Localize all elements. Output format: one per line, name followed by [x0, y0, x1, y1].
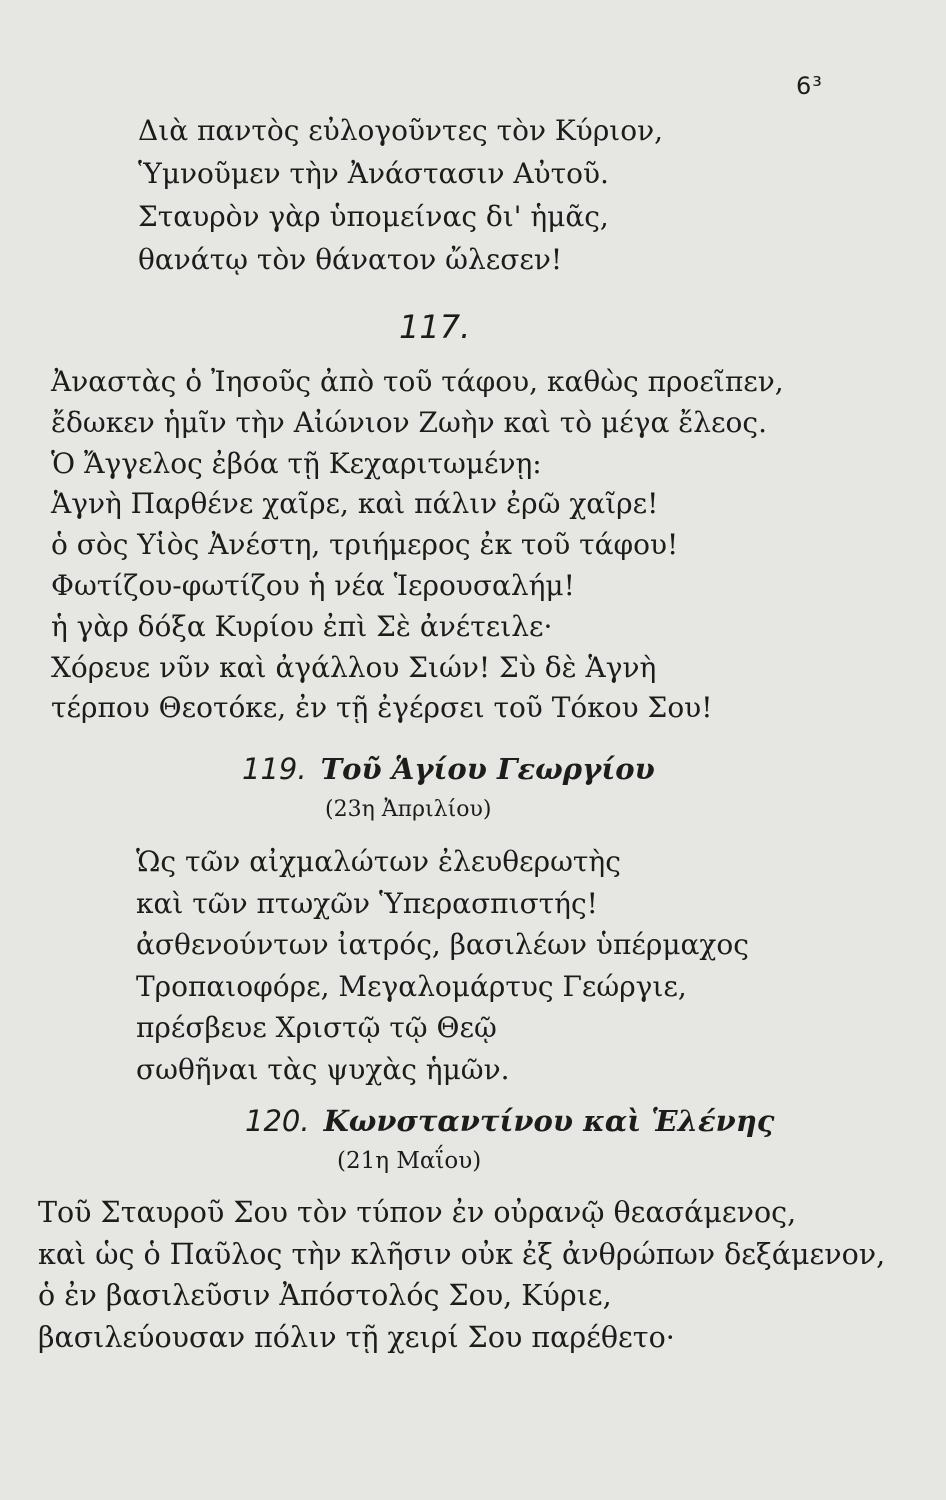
page-number: 6³ [796, 72, 823, 100]
verse-line: ὁ σὸς Υἱὸς Ἀνέστη, τριήμερος ἐκ τοῦ τάφου! [51, 528, 679, 562]
verse-line: βασιλεύουσαν πόλιν τῇ χειρί Σου παρέθετο· [38, 1320, 675, 1354]
hymn-117-number: 117. [399, 308, 471, 346]
verse-line: ὁ ἐν βασιλεῦσιν Ἀπόστολός Σου, Κύριε, [38, 1279, 612, 1312]
verse-line: Ἁγνὴ Παρθένε χαῖρε, καὶ πάλιν ἐρῶ χαῖρε! [51, 487, 659, 521]
hymn-120-date: (21η Μαΐου) [337, 1148, 482, 1174]
verse-line: Τοῦ Σταυροῦ Σου τὸν τύπον ἐν οὐρανῷ θεασάμενος, [38, 1196, 797, 1229]
verse-line: Χόρευε νῦν καὶ ἀγάλλου Σιών! Σὺ δὲ Ἁγνὴ [51, 650, 657, 684]
verse-line: Ἀναστὰς ὁ Ἰησοῦς ἀπὸ τοῦ τάφου, καθὼς προεῖπεν, [51, 365, 784, 398]
verse-line: Διὰ παντὸς εὐλογοῦντες τὸν Κύριον, [138, 114, 664, 147]
verse-line: τέρπου Θεοτόκε, ἐν τῇ ἐγέρσει τοῦ Τόκου Σου! [51, 691, 713, 725]
opening-verse [138, 109, 663, 281]
verse-line: καὶ τῶν πτωχῶν Ὑπερασπιστής! [136, 886, 598, 920]
hymn-119-heading [242, 752, 655, 786]
verse-line: σωθῆναι τὰς ψυχὰς ἡμῶν. [136, 1052, 510, 1086]
hymn-119-text [136, 841, 749, 1091]
verse-line: θανάτῳ τὸν θάνατον ὤλεσεν! [138, 243, 563, 276]
hymn-119-number: 119. [242, 752, 307, 786]
verse-line: πρέσβευε Χριστῷ τῷ Θεῷ [136, 1011, 497, 1045]
verse-line: Ὑμνοῦμεν τὴν Ἀνάστασιν Αὐτοῦ. [138, 157, 609, 190]
verse-line: Φωτίζου-φωτίζου ἡ νέα Ἱερουσαλήμ! [51, 568, 575, 602]
verse-line: Ὁ Ἄγγελος ἐβόα τῇ Κεχαριτωμένῃ: [51, 446, 542, 480]
hymn-117-text [51, 362, 784, 729]
verse-line: Σταυρὸν γὰρ ὑπομείνας δι' ἡμᾶς, [138, 200, 609, 233]
verse-line: Ὡς τῶν αἰχμαλώτων ἐλευθερωτὴς [136, 845, 621, 878]
hymn-120-title: Κωνσταντίνου καὶ Ἑλένης [323, 1104, 775, 1138]
hymn-120-number: 120. [245, 1104, 310, 1138]
hymn-120-heading [245, 1104, 774, 1138]
verse-line: Τροπαιοφόρε, Μεγαλομάρτυς Γεώργιε, [136, 969, 687, 1003]
verse-line: καὶ ὡς ὁ Παῦλος τὴν κλῆσιν οὐκ ἐξ ἀνθρώπων δεξάμενον, [38, 1237, 886, 1271]
hymn-119-date: (23η Ἀπριλίου) [325, 797, 492, 822]
hymn-119-title: Τοῦ Ἁγίου Γεωργίου [320, 752, 655, 786]
verse-line: ἡ γὰρ δόξα Κυρίου ἐπὶ Σὲ ἀνέτειλε· [51, 609, 553, 643]
verse-line: ἔδωκεν ἡμῖν τὴν Αἰώνιον Ζωὴν καὶ τὸ μέγα ἔλεος. [51, 405, 767, 439]
hymn-120-text [38, 1192, 885, 1358]
verse-line: ἀσθενούντων ἰατρός, βασιλέων ὑπέρμαχος [136, 928, 749, 962]
